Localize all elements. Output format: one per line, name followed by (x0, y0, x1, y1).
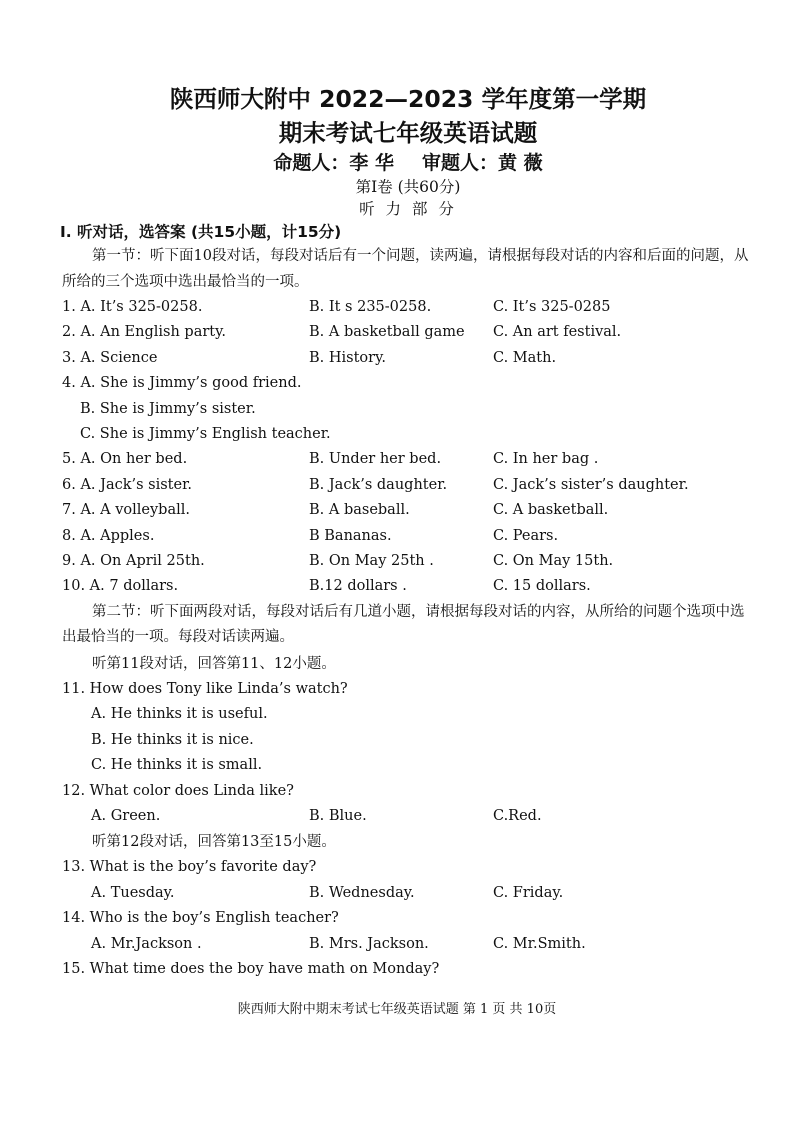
option-b: B. History. (309, 349, 386, 366)
question-15 (62, 957, 754, 982)
option-a: A. Green. (91, 807, 161, 824)
author-reviewer: 审题人：黄 薇 (422, 152, 543, 174)
option-b: B. On May 25th . (309, 553, 434, 570)
option-c: C. Mr.Smith. (493, 935, 586, 952)
question-stem: 11. How does Tony like Linda’s watch? (62, 680, 348, 697)
option-a: A. He thinks it is useful. (91, 706, 268, 723)
option-a: 5. A. On her bed. (62, 451, 188, 468)
option-b: B Bananas. (309, 527, 392, 544)
option-a: 4. A. She is Jimmy’s good friend. (62, 375, 302, 392)
option-c: C. 15 dollars. (493, 578, 591, 595)
question-13 (62, 855, 754, 906)
option-c: C. She is Jimmy’s English teacher. (80, 426, 331, 443)
exam-title-line1: 陕西师大附中 2022—2023 学年度第一学期 (169, 85, 647, 113)
question-1 (62, 295, 754, 320)
option-a: A. Mr.Jackson . (91, 935, 202, 952)
page-footer: 陕西师大附中期末考试七年级英语试题 第 1 页 共 10页 (237, 1002, 557, 1017)
option-c: C. Friday. (493, 884, 564, 901)
author-setter: 命题人：李 华 (273, 152, 394, 174)
option-a: 2. A. An English party. (62, 324, 226, 341)
question-2 (62, 320, 754, 345)
option-a: 3. A. Science (62, 349, 158, 366)
question-9 (62, 549, 754, 574)
option-c: C. Math. (493, 349, 557, 366)
option-c: C. Jack’s sister’s daughter. (493, 476, 689, 493)
option-a: A. Tuesday. (91, 884, 175, 901)
question-14-options (62, 932, 754, 957)
option-b: B. Jack’s daughter. (309, 476, 448, 493)
option-a: 7. A. A volleyball. (62, 502, 190, 519)
option-a: 10. A. 7 dollars. (62, 578, 179, 595)
exam-authors (62, 150, 754, 176)
option-c: C. A basketball. (493, 502, 609, 519)
option-b: B. Wednesday. (309, 884, 415, 901)
part1-instruction: 第一节：听下面10段对话，每段对话后有一个问题，读两遍，请根据每段对话的内容和后面的问题，从所给的三个选项中选出最恰当的一项。 (62, 248, 749, 290)
question-stem: 13. What is the boy’s favorite day? (62, 859, 317, 876)
question-5 (62, 447, 754, 472)
option-b: B. A baseball. (309, 502, 410, 519)
option-b: B. A basketball game (309, 324, 465, 341)
question-stem: 12. What color does Linda like? (62, 782, 294, 799)
question-12-options (62, 804, 754, 829)
option-c: C. Pears. (493, 527, 559, 544)
volume-label: 第Ⅰ卷 (共60分) (355, 178, 461, 196)
option-a: 6. A. Jack’s sister. (62, 476, 193, 493)
question-6 (62, 473, 754, 498)
option-b: B. It s 235-0258. (309, 299, 432, 315)
option-c: C. On May 15th. (493, 553, 614, 570)
listen-12-heading: 听第12段对话，回答第13至15小题。 (92, 834, 336, 851)
option-c: C. In her bag . (493, 451, 599, 468)
option-a: 8. A. Apples. (62, 527, 155, 544)
option-b: B. He thinks it is nice. (91, 731, 254, 748)
question-13-options (62, 881, 754, 906)
part2-instruction: 第二节：听下面两段对话，每段对话后有几道小题，请根据每段对话的内容，从所给的问题个选项中选出最恰当的一项。每段对话读两遍。 (62, 603, 745, 646)
option-b: B. Mrs. Jackson. (309, 935, 429, 952)
question-11 (62, 677, 754, 779)
question-stem: 14. Who is the boy’s English teacher? (62, 910, 339, 927)
question-10 (62, 574, 754, 599)
option-b: B. Blue. (309, 807, 367, 824)
question-stem: 15. What time does the boy have math on Monday? (62, 960, 440, 977)
section-heading: I. 听对话，选答案 (共15小题，计15分) (60, 223, 342, 241)
question-7 (62, 498, 754, 523)
exam-header (62, 84, 754, 220)
option-a: 1. A. It’s 325-0258. (62, 299, 203, 315)
option-c: C. He thinks it is small. (91, 757, 263, 774)
option-c: C.Red. (493, 807, 542, 824)
option-c: C. An art festival. (493, 324, 622, 341)
option-b: B. She is Jimmy’s sister. (80, 400, 256, 417)
question-12 (62, 779, 754, 830)
question-3 (62, 346, 754, 371)
part-label: 听 力 部 分 (359, 200, 457, 218)
listen-11-heading: 听第11段对话，回答第11、12小题。 (92, 655, 336, 672)
option-a: 9. A. On April 25th. (62, 553, 205, 570)
question-4 (62, 371, 754, 447)
option-c: C. It’s 325-0285 (493, 299, 611, 315)
option-b: B.12 dollars . (309, 578, 407, 595)
question-14 (62, 906, 754, 957)
exam-title-line2: 期末考试七年级英语试题 (278, 119, 538, 147)
question-8 (62, 524, 754, 549)
option-b: B. Under her bed. (309, 451, 442, 468)
